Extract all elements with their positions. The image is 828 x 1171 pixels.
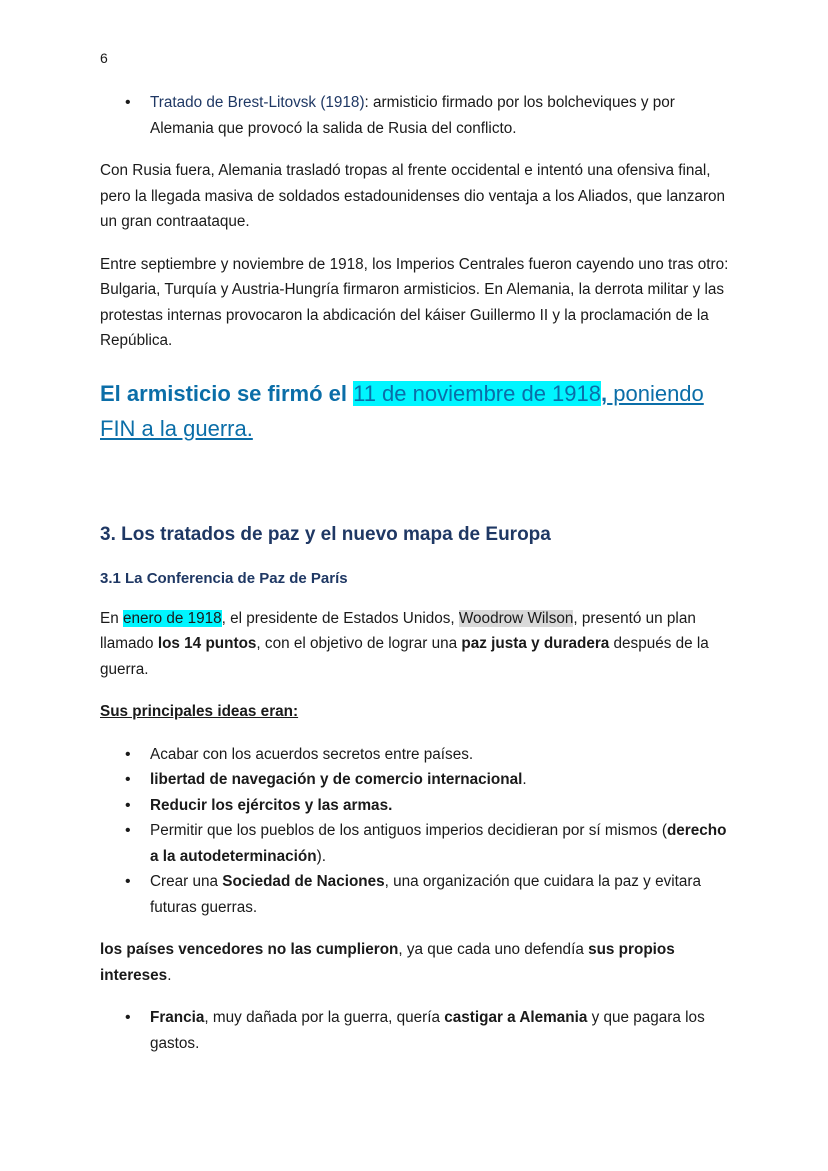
text-span: , presentó un plan llamado: [100, 609, 696, 652]
bold-plan: los 14 puntos: [157, 635, 257, 652]
list-item-text: , una organización que cuidara la paz y evitara futuras guerras.: [150, 873, 701, 916]
paragraph-central-powers: Entre septiembre y noviembre de 1918, los Imperios Centrales fueron cayendo uno tras otro: Bulgaria, Turquía y Austria-Hungría firmaron armisticios. En Alemania, la derrota militar y las protestas internas provocaron la abdicación del káiser Guillermo II y la proclamación de la República.: [100, 255, 729, 349]
ideas-list: [100, 742, 730, 921]
list-item-text: Permitir que los pueblos de los antiguos imperios decidieran por sí mismos (: [150, 822, 667, 839]
text-span: , el presidente de Estados Unidos,: [221, 609, 459, 627]
section-title: 3. Los tratados de paz y el nuevo mapa de Europa: [100, 523, 551, 545]
list-item-text: : armisticio firmado por los bolcheviques y por Alemania que provocó la salida de Rusia del conflicto.: [150, 94, 675, 137]
subsection-title: 3.1 La Conferencia de Paz de París: [100, 569, 348, 587]
page-number: 6: [100, 50, 108, 66]
list-item-bold: castigar a Alemania: [444, 1009, 588, 1026]
armistice-heading: [100, 376, 730, 446]
text-span: , con el objetivo de lograr una: [256, 635, 462, 652]
highlight-name: Woodrow Wilson: [458, 609, 574, 627]
paragraph-wilson: [100, 606, 730, 683]
page-content: [100, 90, 730, 1073]
brest-litovsk-link[interactable]: Tratado de Brest-Litovsk (1918): [150, 94, 365, 111]
list-item-bold: Reducir los ejércitos y las armas.: [150, 796, 393, 814]
armistice-date-highlight: 11 de noviembre de 1918: [353, 380, 601, 406]
bold-text: sus propios intereses: [100, 941, 675, 984]
text-span: después de la guerra.: [100, 635, 709, 678]
list-item: [150, 818, 730, 869]
list-item-text: .: [522, 771, 527, 788]
list-item: [150, 1005, 730, 1056]
list-item-text: Acabar con los acuerdos secretos entre países.: [150, 745, 474, 763]
bold-goal: paz justa y duradera: [461, 635, 610, 652]
bold-text: los países vencedores no las cumplieron: [100, 941, 399, 958]
treaty-list: [100, 90, 730, 141]
list-item-text: y que pagara los gastos.: [150, 1009, 705, 1052]
armistice-suffix-link[interactable]: poniendo FIN a la guerra.: [100, 380, 704, 441]
list-item-text: ).: [316, 847, 326, 865]
list-item: [150, 742, 730, 768]
list-item: [150, 793, 730, 819]
list-item-bold: libertad de navegación y de comercio internacional: [150, 771, 523, 788]
list-item: [150, 767, 730, 793]
list-item: [150, 90, 730, 141]
highlight-date: enero de 1918: [122, 609, 222, 627]
paragraph-russia-out: Con Rusia fuera, Alemania trasladó tropas al frente occidental e intentó una ofensiva final, pero la llegada masiva de soldados estadounidenses dio ventaja a los Aliados, que lanzaron un gran contraataque.: [100, 162, 726, 230]
text-span: En: [100, 609, 123, 627]
ideas-heading: Sus principales ideas eran:: [100, 703, 299, 720]
text-span: , ya que cada uno defendía: [398, 941, 589, 958]
armistice-comma: ,: [601, 380, 608, 406]
paragraph-victors: [100, 937, 730, 988]
list-item-bold: derecho a la autodeterminación: [150, 822, 727, 865]
list-item: [150, 869, 730, 920]
text-span: .: [167, 966, 172, 984]
list-item-bold: Francia: [150, 1009, 205, 1026]
list-item-text: , muy dañada por la guerra, quería: [204, 1009, 445, 1026]
list-item-bold: Sociedad de Naciones: [222, 873, 385, 890]
countries-list: [100, 1005, 730, 1056]
list-item-text: Crear una: [150, 873, 223, 890]
armistice-prefix: El armisticio se firmó el: [100, 380, 354, 406]
